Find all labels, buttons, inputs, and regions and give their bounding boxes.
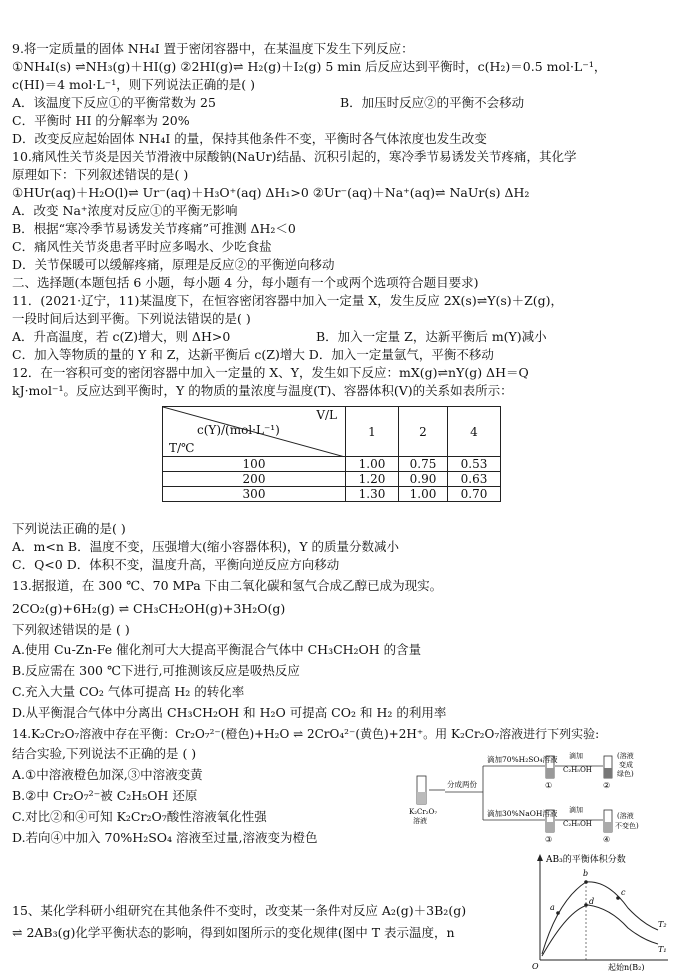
q11-stem-2: 一段时间后达到平衡。下列说法错误的是( ) — [12, 311, 251, 326]
origin-label: O — [532, 962, 539, 971]
y-axis-arrow-icon — [537, 854, 543, 861]
start-test-tube-icon — [417, 776, 426, 804]
table-corner-cell — [163, 407, 346, 457]
q12-stem-1: 12．在一容积可变的密闭容器中加入一定量的 X、Y，发生如下反应：mX(g)⇌nY(g) ΔH＝Q — [12, 365, 529, 380]
label-c: c — [621, 888, 626, 897]
q9-option-d: D．改变反应起始固体 NH₄I 的量，保持其他条件不变，平衡时各气体浓度也发生改变 — [12, 131, 487, 146]
q12-options-ab: A．m<n B．温度不变，压强增大(缩小容器体积)，Y 的质量分数减小 — [12, 539, 400, 554]
col-header: 2 — [399, 407, 448, 457]
label-d: d — [589, 897, 595, 906]
add-ethanol-label-bottom: 滴加 — [569, 806, 583, 814]
tube-2-number: ② — [603, 781, 611, 790]
label-a: a — [550, 903, 555, 912]
cell: 0.53 — [448, 457, 501, 472]
y-axis-label: AB₃的平衡体积分数 — [546, 855, 626, 865]
note-bottom-2: 不变色) — [615, 822, 639, 830]
q10-option-d: D．关节保暖可以缓解疼痛，原理是反应②的平衡逆向移动 — [12, 257, 335, 272]
q13-stem-2: 下列叙述错误的是 ( ) — [12, 622, 130, 637]
acid-label: 滴加70%H₂SO₄溶液 — [487, 755, 558, 764]
q13-stem-1: 13.据报道，在 300 ℃、70 MPa 下由二氧化碳和氢气合成乙醇已成为现实。 — [12, 578, 443, 593]
q9-stem-3: c(HI)＝4 mol·L⁻¹，则下列说法正确的是( ) — [12, 77, 256, 92]
q12-options-cd: C．Q<0 D．体积不变，温度升高，平衡向逆反应方向移动 — [12, 557, 340, 572]
q15-graph — [528, 850, 678, 971]
add-ethanol-label-top-2: C₂H₅OH — [563, 766, 592, 774]
q10-option-b: B．根据“寒冷季节易诱发关节疼痛”可推测 ΔH₂＜0 — [12, 221, 296, 236]
start-tube-label: K₂Cr₂O₇ — [409, 808, 438, 816]
cell: 0.63 — [448, 472, 501, 487]
point-d — [584, 903, 588, 907]
q10-stem-1: 10.痛风性关节炎是因关节滑液中尿酸钠(NaUr)结晶、沉积引起的，寒冷季节易诱发关节疼痛，其化学 — [12, 149, 577, 164]
label-t2: T₂ — [658, 920, 667, 929]
q15-stem-1: 15、某化学科研小组研究在其他条件不变时，改变某一条件对反应 A₂(g)＋3B₂(g) — [12, 903, 467, 918]
q10-option-c: C．痛风性关节炎患者平时应多喝水、少吃食盐 — [12, 239, 272, 254]
point-c — [616, 896, 620, 900]
q14-stem-1: 14.K₂Cr₂O₇溶液中存在平衡：Cr₂O₇²⁻(橙色)+H₂O ⇌ 2CrO₄²⁻(黄色)+2H⁺。用 K₂Cr₂O₇溶液进行下列实验: — [12, 727, 600, 741]
q12-data-table — [162, 406, 501, 502]
note-top-3: 绿色) — [617, 770, 634, 778]
q14-option-d: D.若向④中加入 70%H₂SO₄ 溶液至过量,溶液变为橙色 — [12, 830, 318, 845]
q9-stem-2: ①NH₄I(s) ⇌NH₃(g)＋HI(g) ②2HI(g)⇌ H₂(g)＋I₂(g) 5 min 后反应达到平衡时，c(H₂)＝0.5 mol·L⁻¹， — [12, 59, 607, 74]
q12-stem-3: 下列说法正确的是( ) — [12, 521, 126, 536]
q9-option-c: C．平衡时 HI 的分解率为 20% — [12, 113, 190, 128]
q10-option-a: A．改变 Na⁺浓度对反应①的平衡无影响 — [12, 203, 238, 218]
corner-label-t: T/℃ — [169, 441, 195, 455]
q14-option-b: B.②中 Cr₂O₇²⁻被 C₂H₅OH 还原 — [12, 788, 198, 803]
corner-label-c: c(Y)/(mol·L⁻¹) — [197, 423, 280, 437]
table-row — [163, 472, 501, 487]
q13-option-b: B.反应需在 300 ℃下进行,可推测该反应是吸热反应 — [12, 663, 300, 678]
x-axis-label: 起始n(B₂) — [608, 963, 645, 971]
q9-option-b: B．加压时反应②的平衡不会移动 — [340, 95, 525, 110]
row-temp: 300 — [163, 487, 346, 502]
cell: 1.00 — [399, 487, 448, 502]
col-header: 4 — [448, 407, 501, 457]
q14-stem-2: 结合实验,下列说法不正确的是 ( ) — [12, 746, 197, 761]
cell: 0.90 — [399, 472, 448, 487]
q10-stem-3: ①HUr(aq)＋H₂O(l)⇌ Ur⁻(aq)＋H₃O⁺(aq) ΔH₁>0 ②Ur⁻(aq)＋Na⁺(aq)⇌ NaUr(s) ΔH₂ — [12, 185, 530, 200]
row-temp: 200 — [163, 472, 346, 487]
q15-stem-2: ⇌ 2AB₃(g)化学平衡状态的影响，得到如图所示的变化规律(图中 T 表示温度，n — [12, 925, 455, 940]
tube-3-number: ③ — [545, 835, 553, 844]
q11-option-b: B．加入一定量 Z，达新平衡后 m(Y)减小 — [316, 329, 547, 344]
q11-stem-1: 11．(2021·辽宁，11)某温度下，在恒容密闭容器中加入一定量 X，发生反应 2X(s)⇌Y(s)＋Z(g)， — [12, 293, 564, 308]
start-tube-label-2: 溶液 — [413, 817, 427, 825]
tube-1-number: ① — [545, 781, 553, 790]
col-header: 1 — [346, 407, 399, 457]
q14-option-c: C.对比②和④可知 K₂Cr₂O₇酸性溶液氧化性强 — [12, 809, 267, 824]
cell: 1.30 — [346, 487, 399, 502]
label-b: b — [583, 869, 589, 878]
note-top-1: (溶液 — [617, 752, 634, 760]
cell: 0.75 — [399, 457, 448, 472]
q12-stem-2: kJ·mol⁻¹。反应达到平衡时，Y 的物质的量浓度与温度(T)、容器体积(V)的关系如表所示： — [12, 383, 513, 398]
note-top-2: 变成 — [619, 761, 633, 769]
q13-equation: 2CO₂(g)+6H₂(g) ⇌ CH₃CH₂OH(g)+3H₂O(g) — [12, 601, 286, 616]
q9-option-a: A．该温度下反应①的平衡常数为 25 — [12, 95, 216, 110]
q11-option-cd: C．加入等物质的量的 Y 和 Z，达新平衡后 c(Z)增大 D．加入一定量氩气，平衡不移动 — [12, 347, 494, 362]
curve-t2 — [542, 882, 658, 954]
q14-experiment-figure — [405, 748, 680, 848]
table-row — [163, 457, 501, 472]
row-temp: 100 — [163, 457, 346, 472]
cell: 0.70 — [448, 487, 501, 502]
corner-label-v: V/L — [316, 408, 337, 422]
note-bottom-1: (溶液 — [617, 812, 634, 820]
tube-4-number: ④ — [603, 835, 611, 844]
label-t1: T₁ — [658, 945, 667, 954]
table-row — [163, 487, 501, 502]
cell: 1.20 — [346, 472, 399, 487]
base-label: 滴加30%NaOH溶液 — [487, 809, 558, 818]
q9-stem-1: 9.将一定质量的固体 NH₄I 置于密闭容器中，在某温度下发生下列反应： — [12, 41, 414, 56]
q13-option-d: D.从平衡混合气体中分离出 CH₃CH₂OH 和 H₂O 可提高 CO₂ 和 H₂ 的利用率 — [12, 705, 447, 720]
q13-option-a: A.使用 Cu-Zn-Fe 催化剂可大大提高平衡混合气体中 CH₃CH₂OH 的含量 — [12, 642, 422, 657]
section-heading: 二、选择题(本题包括 6 小题，每小题 4 分，每小题有一个或两个选项符合题目要求) — [12, 275, 479, 290]
cell: 1.00 — [346, 457, 399, 472]
point-b — [584, 880, 588, 884]
q14-option-a: A.①中溶液橙色加深,③中溶液变黄 — [12, 767, 203, 782]
q10-stem-2: 原理如下：下列叙述错误的是( ) — [12, 167, 189, 182]
add-ethanol-label-top: 滴加 — [569, 752, 583, 760]
q13-option-c: C.充入大量 CO₂ 气体可提高 H₂ 的转化率 — [12, 684, 245, 699]
add-ethanol-label-bottom-2: C₂H₅OH — [563, 820, 592, 828]
q11-option-a: A．升高温度，若 c(Z)增大，则 ΔH>0 — [12, 329, 231, 344]
split-label: 分成两份 — [447, 780, 477, 789]
point-a — [556, 911, 560, 915]
